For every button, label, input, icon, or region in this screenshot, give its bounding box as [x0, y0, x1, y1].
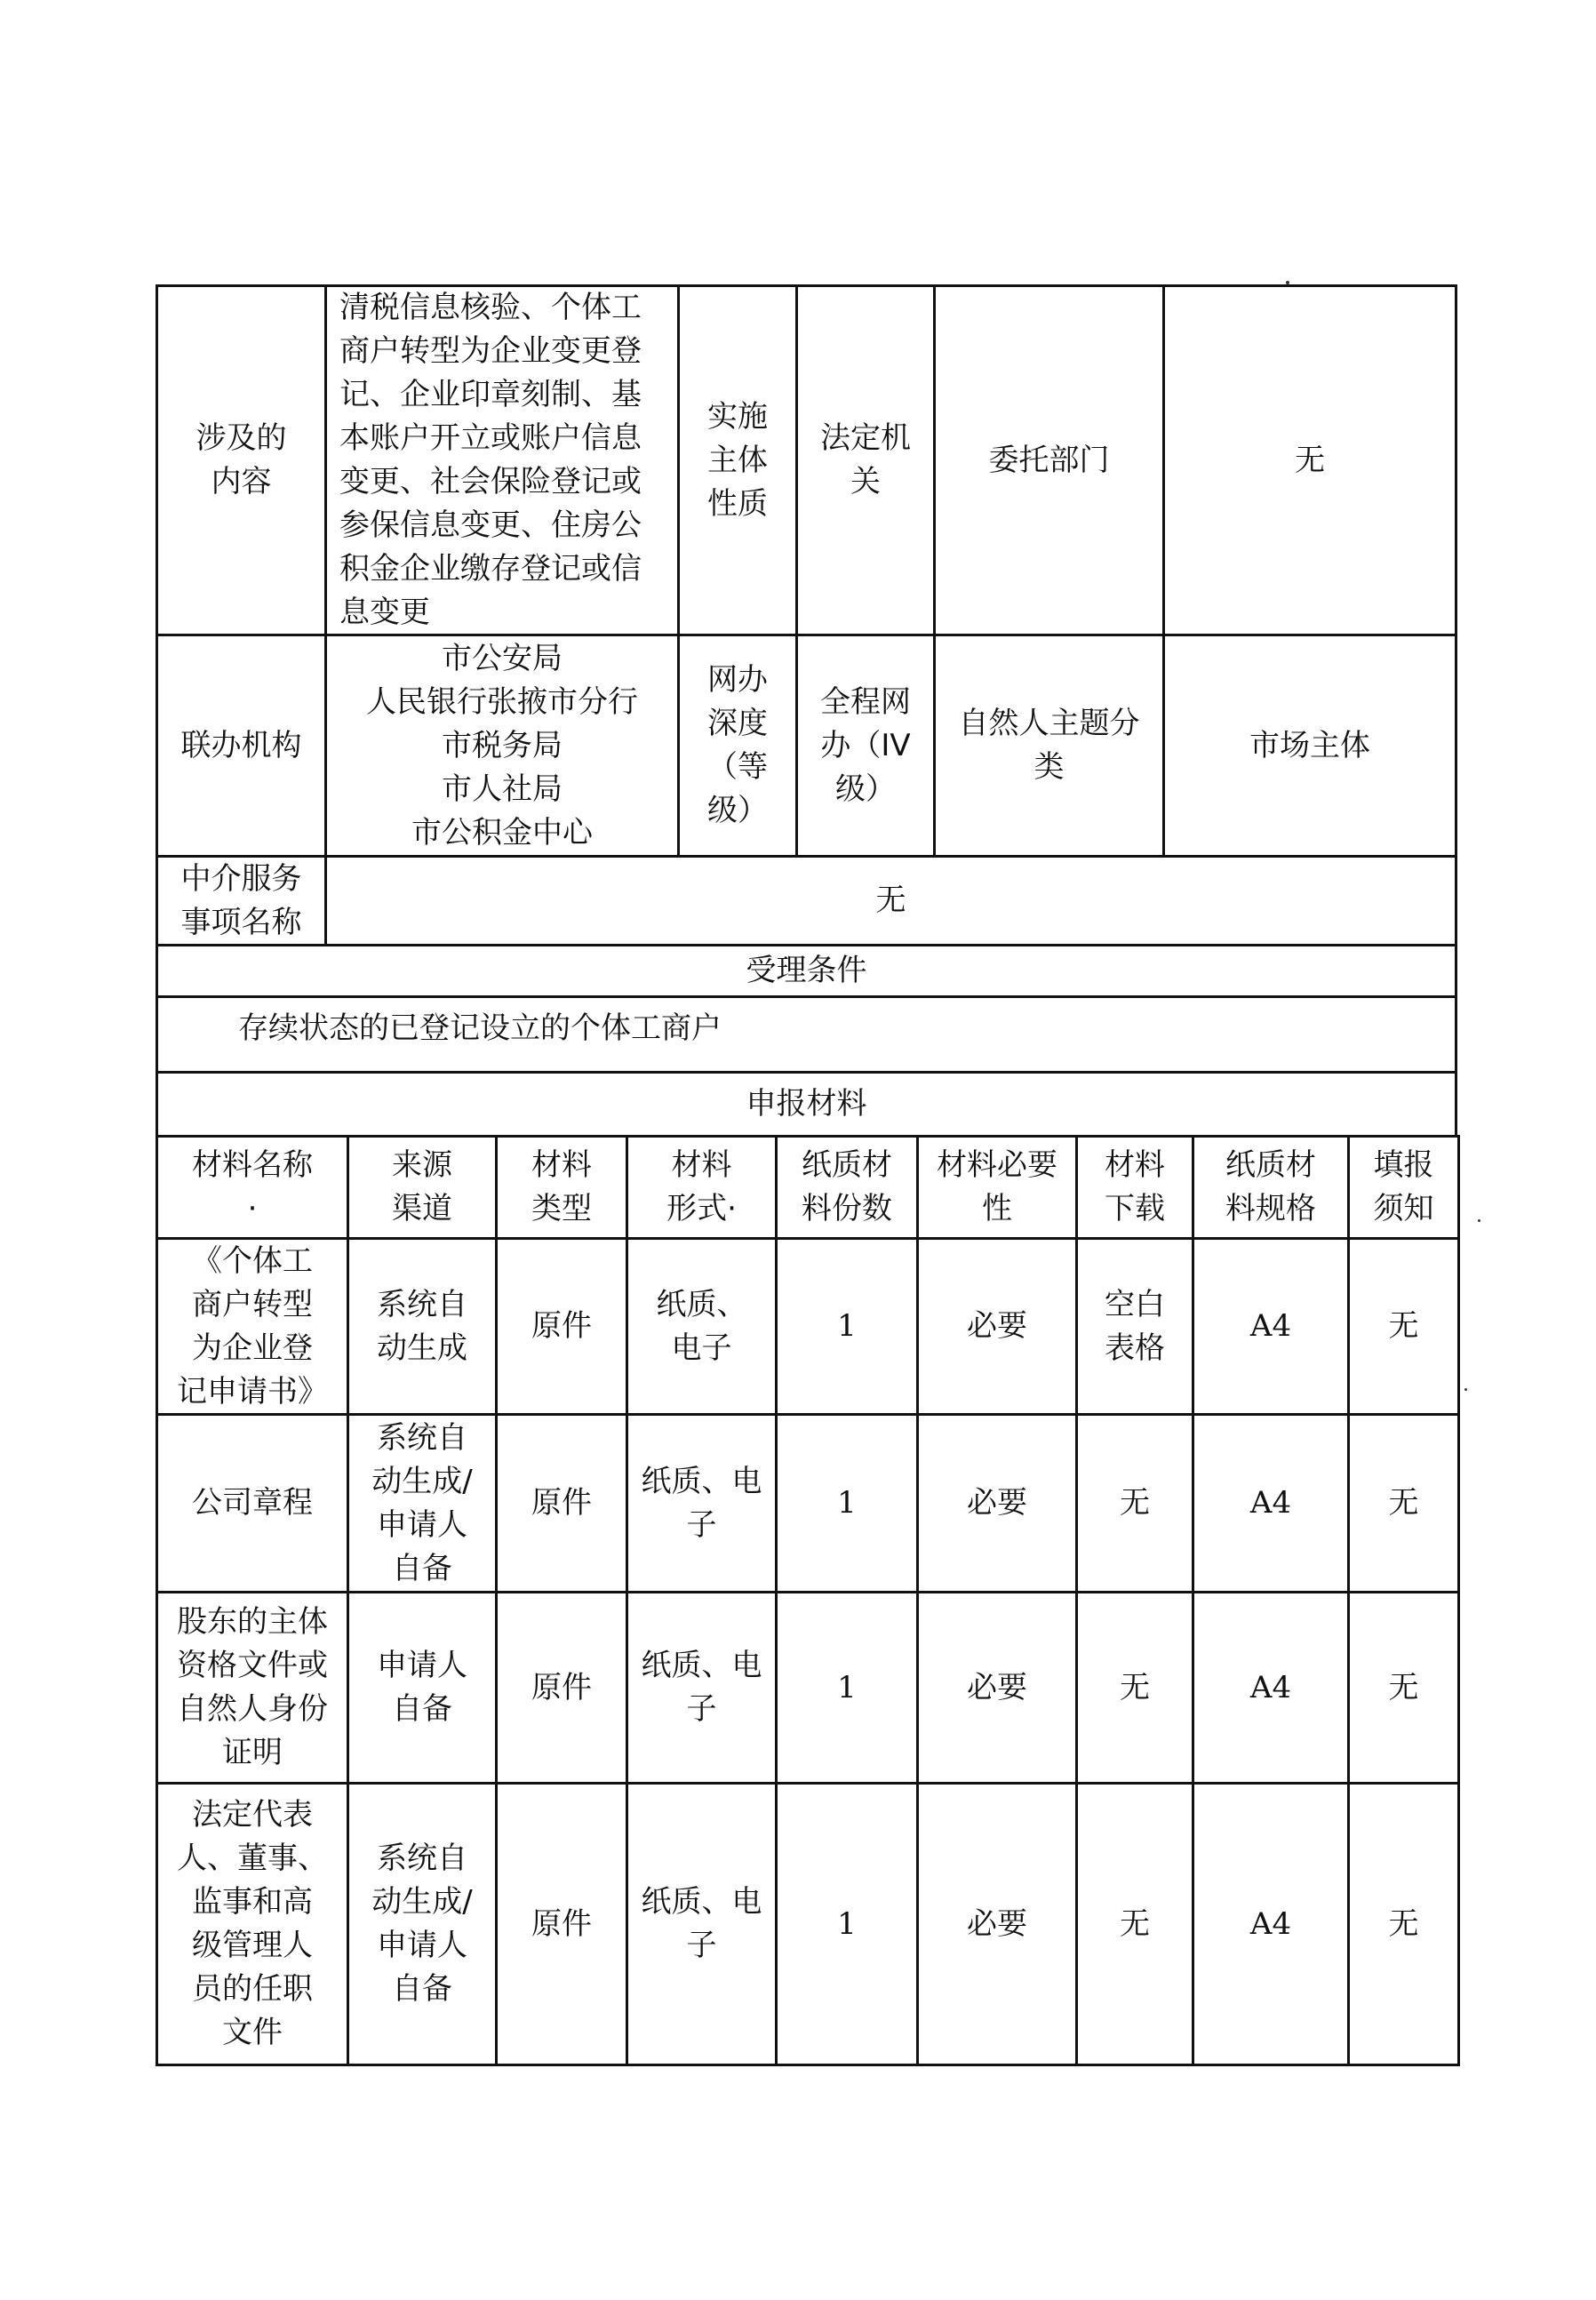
natural-person-theme-label: 自然人主题分 类: [933, 634, 1165, 858]
material-row-name: 股东的主体 资格文件或 自然人身份 证明: [156, 1591, 349, 1785]
material-row-form: 纸质、电 子: [626, 1591, 778, 1785]
col-source-channel-header: 来源 渠道: [347, 1135, 498, 1240]
joint-agencies-label: 联办机构: [156, 634, 327, 858]
entrusted-dept-label: 委托部门: [933, 284, 1165, 636]
material-row-copies: 1: [775, 1782, 919, 2066]
col-necessity-header: 材料必要 性: [916, 1135, 1078, 1240]
material-row-copies: 1: [775, 1237, 919, 1416]
material-row-download: 空白 表格: [1075, 1237, 1194, 1416]
materials-heading: 申报材料: [156, 1071, 1457, 1138]
material-row-name: 《个体工 商户转型 为企业登 记申请书》: [156, 1237, 349, 1416]
intermediary-service-label: 中介服务 事项名称: [156, 855, 327, 946]
col-paper-copies-header: 纸质材 料份数: [775, 1135, 919, 1240]
material-row-notes: 无: [1347, 1237, 1460, 1416]
col-material-type-header: 材料 类型: [495, 1135, 628, 1240]
joint-agencies-value: 市公安局 人民银行张掖市分行 市税务局 市人社局 市公积金中心: [324, 634, 680, 858]
material-row-source: 申请人 自备: [347, 1591, 498, 1785]
material-row-source: 系统自 动生成/ 申请人 自备: [347, 1782, 498, 2066]
material-row-copies: 1: [775, 1413, 919, 1593]
natural-person-theme-value: 市场主体: [1162, 634, 1457, 858]
scan-speck: [1478, 1219, 1480, 1222]
col-paper-spec-header: 纸质材 料规格: [1192, 1135, 1350, 1240]
material-row-name: 公司章程: [156, 1413, 349, 1593]
subject-nature-value: 法定机 关: [795, 284, 936, 636]
col-download-header: 材料 下载: [1075, 1135, 1194, 1240]
material-row-notes: 无: [1347, 1591, 1460, 1785]
material-row-source: 系统自 动生成/ 申请人 自备: [347, 1413, 498, 1593]
material-row-necessity: 必要: [916, 1237, 1078, 1416]
scan-speck: [1286, 281, 1289, 284]
material-row-spec: A4: [1192, 1413, 1350, 1593]
online-depth-value: 全程网 办（IV 级）: [795, 634, 936, 858]
material-row-spec: A4: [1192, 1782, 1350, 2066]
material-row-download: 无: [1075, 1591, 1194, 1785]
col-fill-notes-header: 填报 须知: [1347, 1135, 1460, 1240]
material-row-necessity: 必要: [916, 1591, 1078, 1785]
material-row-spec: A4: [1192, 1591, 1350, 1785]
material-row-notes: 无: [1347, 1782, 1460, 2066]
col-material-form-header: 材料 形式·: [626, 1135, 778, 1240]
acceptance-heading: 受理条件: [156, 944, 1457, 998]
involved-content-label: 涉及的 内容: [156, 284, 327, 636]
material-row-form: 纸质、 电子: [626, 1237, 778, 1416]
col-material-name-header: 材料名称 ·: [156, 1135, 349, 1240]
material-row-type: 原件: [495, 1413, 628, 1593]
material-row-type: 原件: [495, 1237, 628, 1416]
intermediary-service-value: 无: [324, 855, 1457, 946]
material-row-download: 无: [1075, 1413, 1194, 1593]
material-row-spec: A4: [1192, 1237, 1350, 1416]
material-row-form: 纸质、电 子: [626, 1782, 778, 2066]
scan-speck: [1464, 1388, 1467, 1391]
material-row-copies: 1: [775, 1591, 919, 1785]
acceptance-text: 存续状态的已登记设立的个体工商户: [156, 995, 1457, 1074]
involved-content-value: 清税信息核验、个体工 商户转型为企业变更登 记、企业印章刻制、基 本账户开立或账户信息 变更、社会保险登记或 参保信息变更、住房公 积金企业缴存登记或信 息变更: [324, 284, 680, 636]
material-row-download: 无: [1075, 1782, 1194, 2066]
material-row-name: 法定代表 人、董事、 监事和高 级管理人 员的任职 文件: [156, 1782, 349, 2066]
material-row-necessity: 必要: [916, 1782, 1078, 2066]
subject-nature-label: 实施 主体 性质: [677, 284, 798, 636]
material-row-form: 纸质、电 子: [626, 1413, 778, 1593]
material-row-type: 原件: [495, 1782, 628, 2066]
material-row-source: 系统自 动生成: [347, 1237, 498, 1416]
entrusted-dept-value: 无: [1162, 284, 1457, 636]
material-row-necessity: 必要: [916, 1413, 1078, 1593]
material-row-notes: 无: [1347, 1413, 1460, 1593]
online-depth-label: 网办 深度 （等 级）: [677, 634, 798, 858]
material-row-type: 原件: [495, 1591, 628, 1785]
